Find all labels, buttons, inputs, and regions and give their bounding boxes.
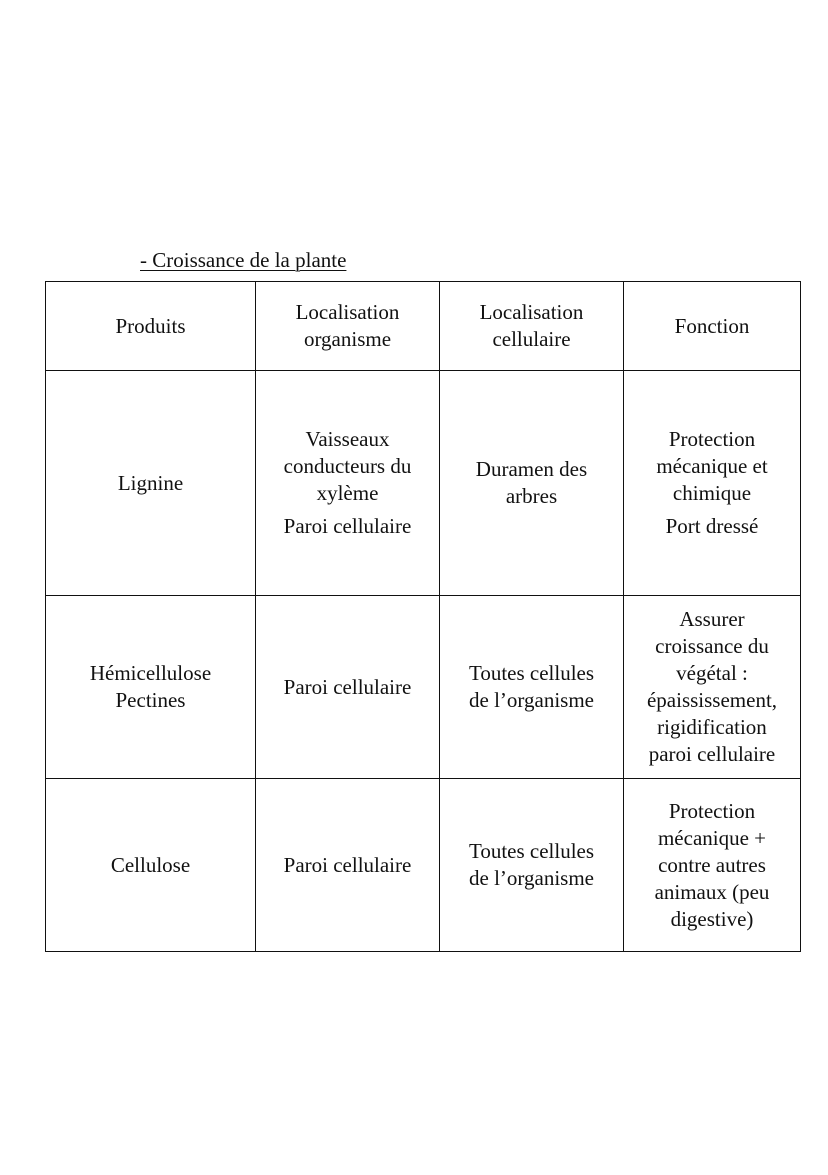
table-header-row xyxy=(46,282,801,371)
table-row xyxy=(46,779,801,952)
cell-line: Toutes cellules xyxy=(468,661,595,685)
cell-line: Paroi cellulaire xyxy=(283,852,412,877)
cell-localisation-organisme xyxy=(256,779,440,952)
cell-line: conducteurs du xyxy=(283,454,412,478)
cell-line: croissance du xyxy=(655,634,769,658)
cell-line: Toutes cellules xyxy=(468,839,595,863)
cell-line: Cellulose xyxy=(110,852,191,877)
cell-line: de l’organisme xyxy=(469,866,594,890)
table-row xyxy=(46,371,801,596)
cell-line: de l’organisme xyxy=(469,688,594,712)
cell-localisation-cellulaire xyxy=(440,779,624,952)
cell-line: mécanique + xyxy=(657,825,767,850)
table-row xyxy=(46,596,801,779)
cell-fonction xyxy=(624,779,801,952)
cell-line: Paroi cellulaire xyxy=(283,674,412,699)
product-table xyxy=(45,281,801,952)
header-produits-label: Produits xyxy=(115,313,186,338)
cell-localisation-cellulaire xyxy=(440,371,624,596)
header-line: organisme xyxy=(303,327,392,351)
cell-localisation-cellulaire xyxy=(440,596,624,779)
cell-line: Duramen des xyxy=(475,457,588,481)
cell-line: Lignine xyxy=(117,470,184,495)
cell-line: animaux (peu xyxy=(654,879,770,904)
cell-line: Vaisseaux xyxy=(305,427,390,451)
header-fonction xyxy=(624,282,801,371)
cell-line: digestive) xyxy=(670,906,754,931)
cell-localisation-organisme xyxy=(256,371,440,596)
cell-line: Protection xyxy=(668,798,756,823)
cell-line: Assurer xyxy=(679,607,745,631)
cell-line: Paroi cellulaire xyxy=(283,514,412,538)
cell-line: Pectines xyxy=(115,688,186,712)
cell-line: arbres xyxy=(505,484,558,508)
cell-produits xyxy=(46,596,256,779)
section-title: - Croissance de la plante xyxy=(140,248,347,272)
cell-produits xyxy=(46,779,256,952)
cell-fonction xyxy=(624,371,801,596)
cell-line: Port dressé xyxy=(665,514,759,538)
cell-fonction xyxy=(624,596,801,779)
cell-line: paroi cellulaire xyxy=(648,742,776,766)
cell-line: contre autres xyxy=(658,852,766,877)
cell-line: mécanique et xyxy=(656,454,768,478)
cell-line: xylème xyxy=(316,481,379,505)
header-localisation-organisme xyxy=(256,282,440,371)
header-localisation-cellulaire xyxy=(440,282,624,371)
cell-line: chimique xyxy=(672,481,752,505)
header-line: cellulaire xyxy=(492,327,571,351)
cell-produits xyxy=(46,371,256,596)
cell-line: Hémicellulose xyxy=(89,661,212,685)
header-line: Localisation xyxy=(479,300,584,324)
cell-localisation-organisme xyxy=(256,596,440,779)
cell-line: végétal : xyxy=(676,661,748,685)
cell-line: Protection xyxy=(668,427,756,451)
header-line: Localisation xyxy=(295,300,400,324)
cell-line: épaississement, xyxy=(646,688,778,712)
header-fonction-label: Fonction xyxy=(674,313,750,338)
header-produits xyxy=(46,282,256,371)
cell-line: rigidification xyxy=(657,715,767,739)
